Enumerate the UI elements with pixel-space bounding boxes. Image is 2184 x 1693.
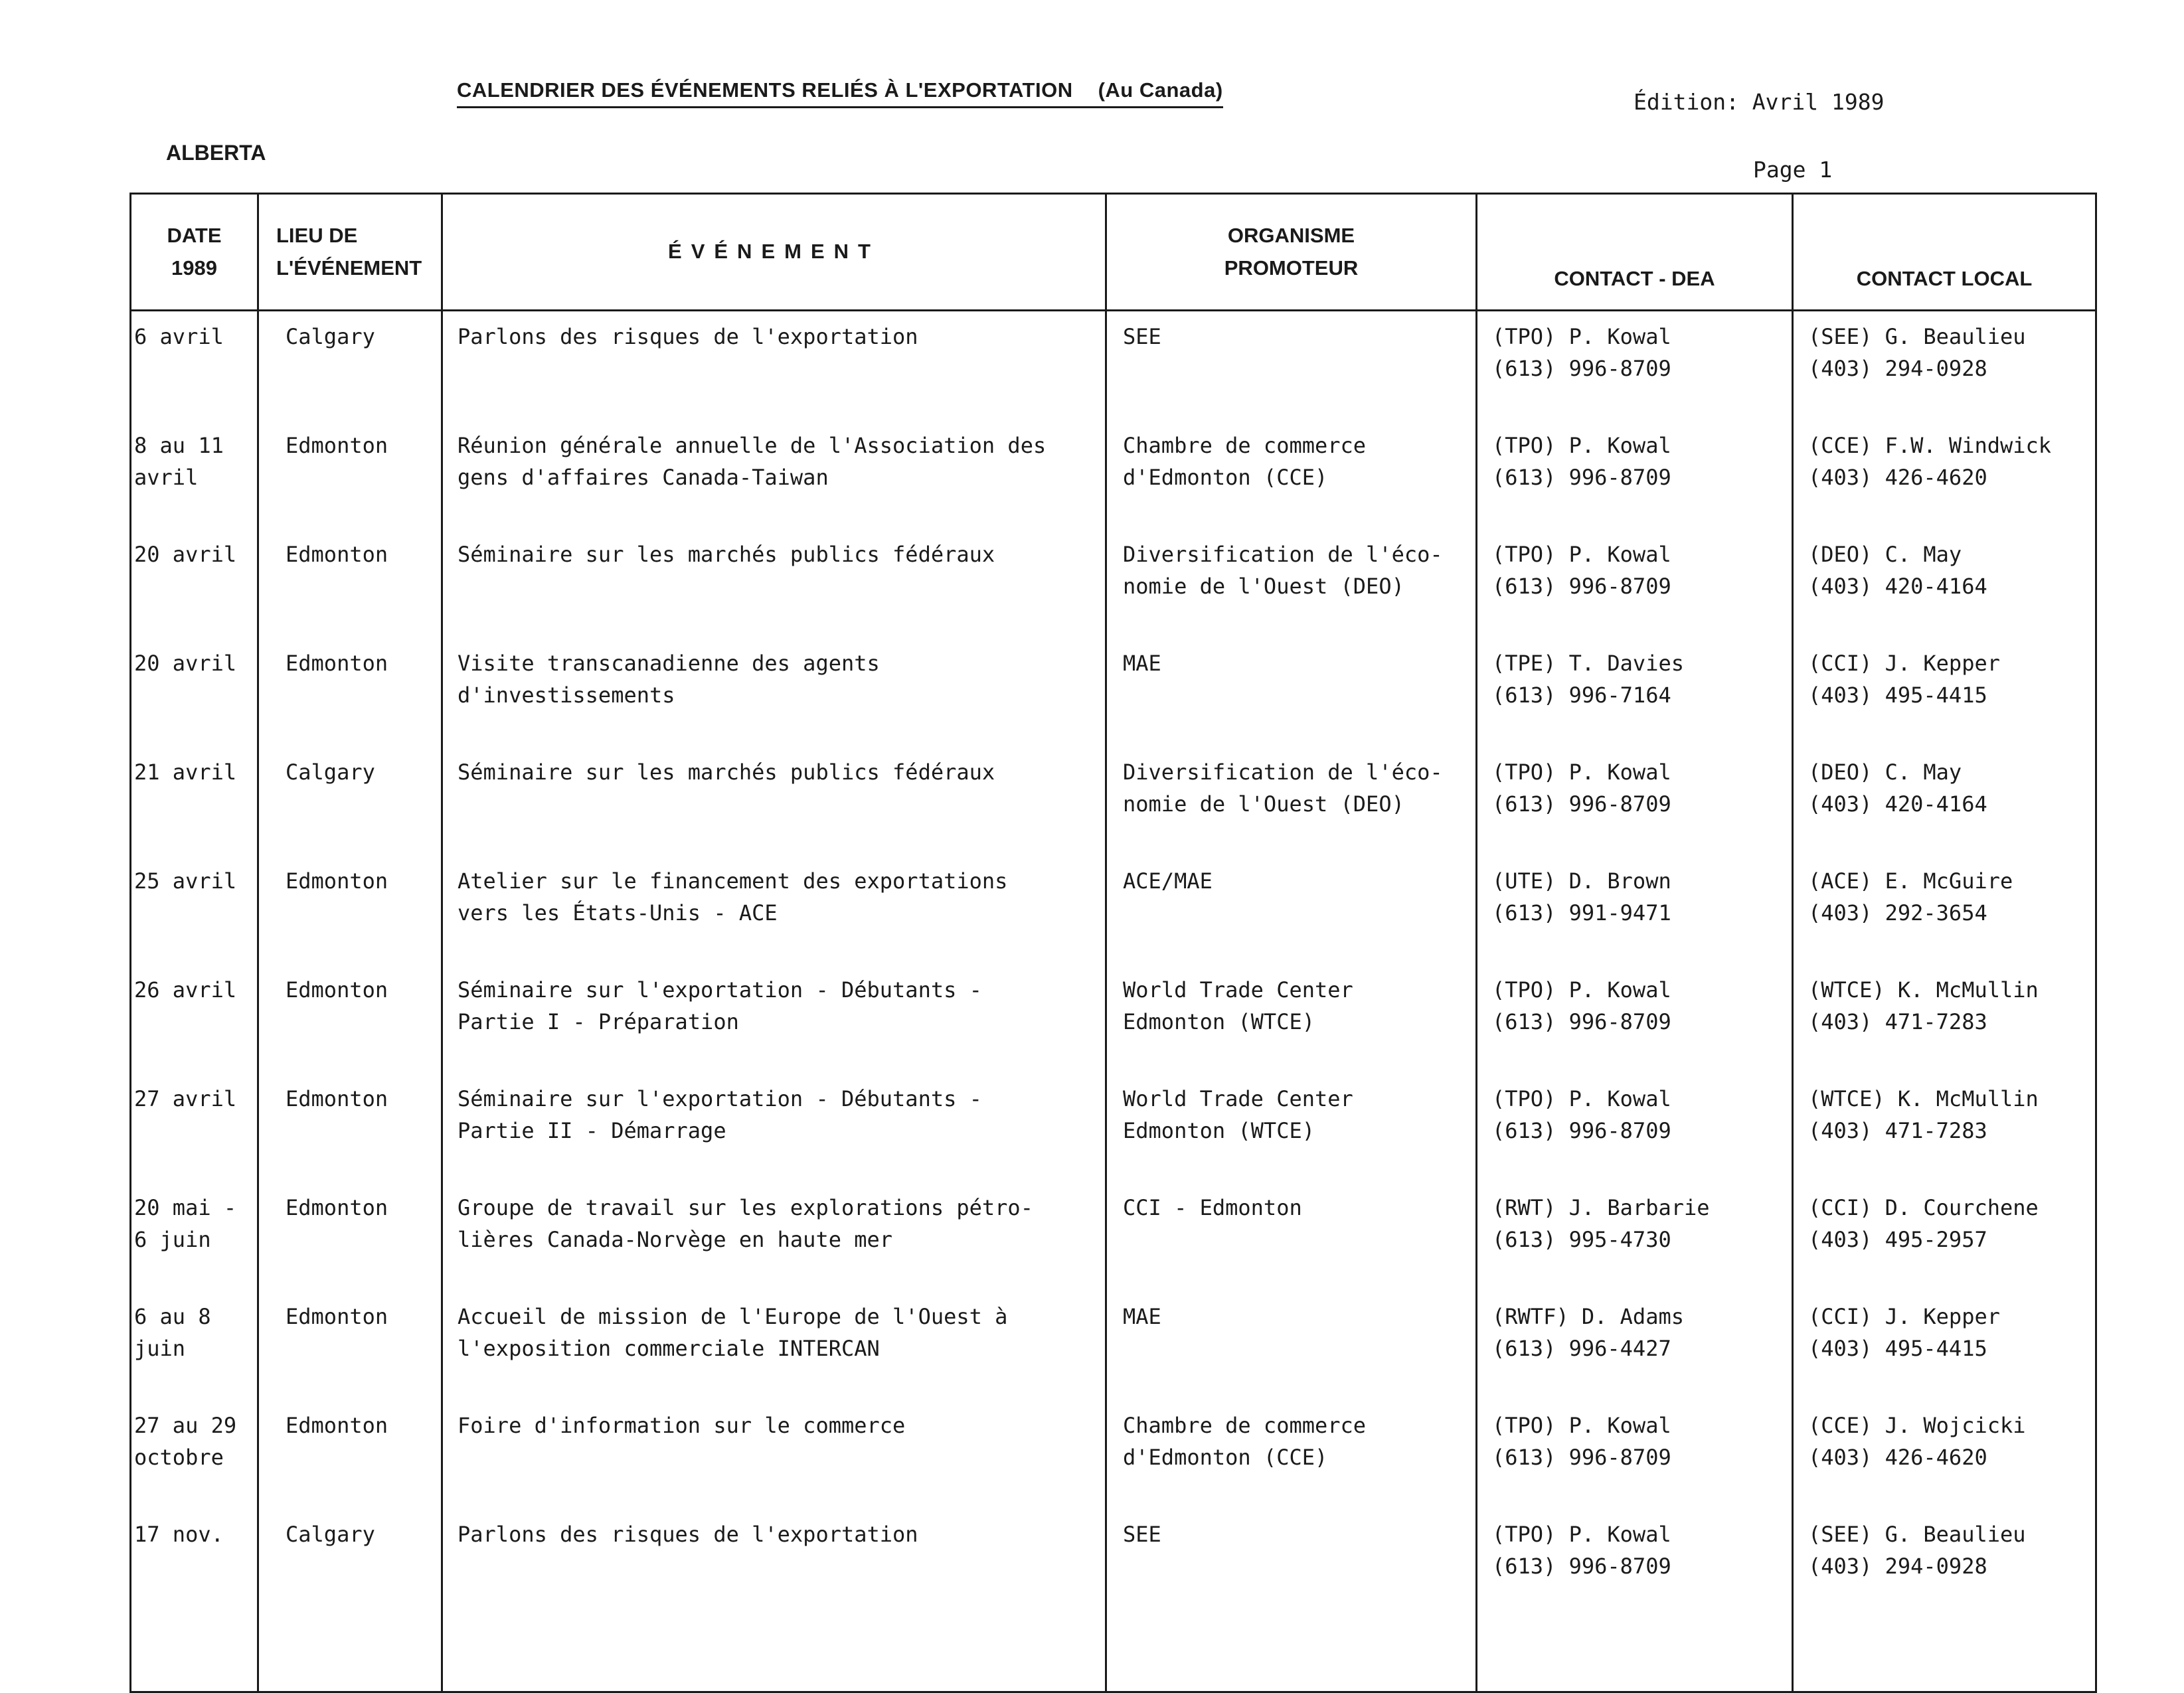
table-header-row (131, 194, 2096, 311)
cell-contact-local: (WTCE) K. McMullin (403) 471-7283 (1793, 1074, 2096, 1182)
cell-date: 6 avril (131, 311, 258, 421)
header-event: ÉVÉNEMENT (442, 194, 1106, 311)
cell-place: Calgary (258, 1509, 442, 1692)
cell-event: Parlons des risques de l'exportation (442, 311, 1106, 421)
cell-place: Edmonton (258, 1400, 442, 1509)
cell-event: Atelier sur le financement des exportations vers les États-Unis - ACE (442, 856, 1106, 965)
table-row (131, 1074, 2096, 1182)
header-organizer: ORGANISME PROMOTEUR (1106, 194, 1477, 311)
cell-organizer: CCI - Edmonton (1106, 1182, 1477, 1291)
cell-place: Edmonton (258, 1182, 442, 1291)
table-row (131, 747, 2096, 856)
cell-date: 20 avril (131, 529, 258, 638)
table-row (131, 856, 2096, 965)
cell-place: Edmonton (258, 965, 442, 1074)
cell-event: Groupe de travail sur les explorations pétro- lières Canada-Norvège en haute mer (442, 1182, 1106, 1291)
table-row (131, 311, 2096, 421)
cell-organizer: Diversification de l'éco- nomie de l'Ouest (DEO) (1106, 529, 1477, 638)
cell-place: Edmonton (258, 529, 442, 638)
cell-organizer: MAE (1106, 1291, 1477, 1400)
page-number: Page 1 (1753, 157, 1833, 183)
document-title (457, 78, 1223, 108)
table-row (131, 1291, 2096, 1400)
cell-event: Séminaire sur les marchés publics fédéraux (442, 529, 1106, 638)
cell-contact-local: (CCE) J. Wojcicki (403) 426-4620 (1793, 1400, 2096, 1509)
table-row (131, 1400, 2096, 1509)
table-body (131, 311, 2096, 1692)
cell-organizer: Diversification de l'éco- nomie de l'Ouest (DEO) (1106, 747, 1477, 856)
cell-event: Séminaire sur l'exportation - Débutants - Partie I - Préparation (442, 965, 1106, 1074)
cell-contact-dea: (TPO) P. Kowal (613) 996-8709 (1477, 529, 1793, 638)
table-row (131, 420, 2096, 529)
table-row (131, 529, 2096, 638)
cell-contact-local: (DEO) C. May (403) 420-4164 (1793, 529, 2096, 638)
cell-date: 27 au 29 octobre (131, 1400, 258, 1509)
cell-contact-dea: (TPO) P. Kowal (613) 996-8709 (1477, 747, 1793, 856)
table-row (131, 1509, 2096, 1692)
cell-contact-dea: (TPO) P. Kowal (613) 996-8709 (1477, 1400, 1793, 1509)
cell-contact-dea: (RWTF) D. Adams (613) 996-4427 (1477, 1291, 1793, 1400)
cell-contact-local: (SEE) G. Beaulieu (403) 294-0928 (1793, 1509, 2096, 1692)
cell-date: 21 avril (131, 747, 258, 856)
cell-organizer: World Trade Center Edmonton (WTCE) (1106, 1074, 1477, 1182)
cell-date: 25 avril (131, 856, 258, 965)
cell-place: Edmonton (258, 420, 442, 529)
cell-event: Réunion générale annuelle de l'Association des gens d'affaires Canada-Taiwan (442, 420, 1106, 529)
cell-organizer: ACE/MAE (1106, 856, 1477, 965)
cell-date: 20 avril (131, 638, 258, 747)
cell-organizer: SEE (1106, 311, 1477, 421)
table-row (131, 1182, 2096, 1291)
cell-date: 6 au 8 juin (131, 1291, 258, 1400)
cell-contact-dea: (TPO) P. Kowal (613) 996-8709 (1477, 311, 1793, 421)
events-table (129, 193, 2097, 1693)
cell-place: Edmonton (258, 1074, 442, 1182)
cell-contact-dea: (TPO) P. Kowal (613) 996-8709 (1477, 965, 1793, 1074)
cell-contact-local: (ACE) E. McGuire (403) 292-3654 (1793, 856, 2096, 965)
cell-place: Edmonton (258, 1291, 442, 1400)
cell-organizer: Chambre de commerce d'Edmonton (CCE) (1106, 420, 1477, 529)
cell-contact-local: (CCE) F.W. Windwick (403) 426-4620 (1793, 420, 2096, 529)
cell-contact-dea: (TPO) P. Kowal (613) 996-8709 (1477, 1509, 1793, 1692)
cell-contact-local: (CCI) J. Kepper (403) 495-4415 (1793, 638, 2096, 747)
cell-contact-dea: (RWT) J. Barbarie (613) 995-4730 (1477, 1182, 1793, 1291)
cell-event: Parlons des risques de l'exportation (442, 1509, 1106, 1692)
cell-place: Calgary (258, 311, 442, 421)
cell-date: 27 avril (131, 1074, 258, 1182)
cell-organizer: SEE (1106, 1509, 1477, 1692)
cell-contact-local: (CCI) D. Courchene (403) 495-2957 (1793, 1182, 2096, 1291)
cell-contact-local: (DEO) C. May (403) 420-4164 (1793, 747, 2096, 856)
cell-event: Séminaire sur l'exportation - Débutants - Partie II - Démarrage (442, 1074, 1106, 1182)
province-label: ALBERTA (166, 141, 266, 165)
cell-contact-local: (CCI) J. Kepper (403) 495-4415 (1793, 1291, 2096, 1400)
cell-contact-dea: (UTE) D. Brown (613) 991-9471 (1477, 856, 1793, 965)
cell-date: 20 mai - 6 juin (131, 1182, 258, 1291)
cell-event: Accueil de mission de l'Europe de l'Ouest à l'exposition commerciale INTERCAN (442, 1291, 1106, 1400)
cell-organizer: MAE (1106, 638, 1477, 747)
cell-date: 17 nov. (131, 1509, 258, 1692)
cell-contact-local: (WTCE) K. McMullin (403) 471-7283 (1793, 965, 2096, 1074)
header-date: DATE 1989 (131, 194, 258, 311)
cell-place: Edmonton (258, 856, 442, 965)
cell-contact-dea: (TPO) P. Kowal (613) 996-8709 (1477, 420, 1793, 529)
cell-place: Edmonton (258, 638, 442, 747)
cell-contact-dea: (TPE) T. Davies (613) 996-7164 (1477, 638, 1793, 747)
cell-date: 26 avril (131, 965, 258, 1074)
cell-place: Calgary (258, 747, 442, 856)
cell-contact-dea: (TPO) P. Kowal (613) 996-8709 (1477, 1074, 1793, 1182)
cell-event: Visite transcanadienne des agents d'investissements (442, 638, 1106, 747)
title-sub: (Au Canada) (1098, 78, 1223, 102)
cell-date: 8 au 11 avril (131, 420, 258, 529)
header-contact-dea: CONTACT - DEA (1477, 194, 1793, 311)
cell-organizer: World Trade Center Edmonton (WTCE) (1106, 965, 1477, 1074)
header-place: LIEU DE L'ÉVÉNEMENT (258, 194, 442, 311)
header-contact-local: CONTACT LOCAL (1793, 194, 2096, 311)
cell-event: Foire d'information sur le commerce (442, 1400, 1106, 1509)
cell-contact-local: (SEE) G. Beaulieu (403) 294-0928 (1793, 311, 2096, 421)
cell-event: Séminaire sur les marchés publics fédéraux (442, 747, 1106, 856)
edition-label: Édition: Avril 1989 (1634, 89, 1885, 115)
table-row (131, 965, 2096, 1074)
table-row (131, 638, 2096, 747)
title-main: CALENDRIER DES ÉVÉNEMENTS RELIÉS À L'EXPORTATION (457, 78, 1073, 102)
cell-organizer: Chambre de commerce d'Edmonton (CCE) (1106, 1400, 1477, 1509)
